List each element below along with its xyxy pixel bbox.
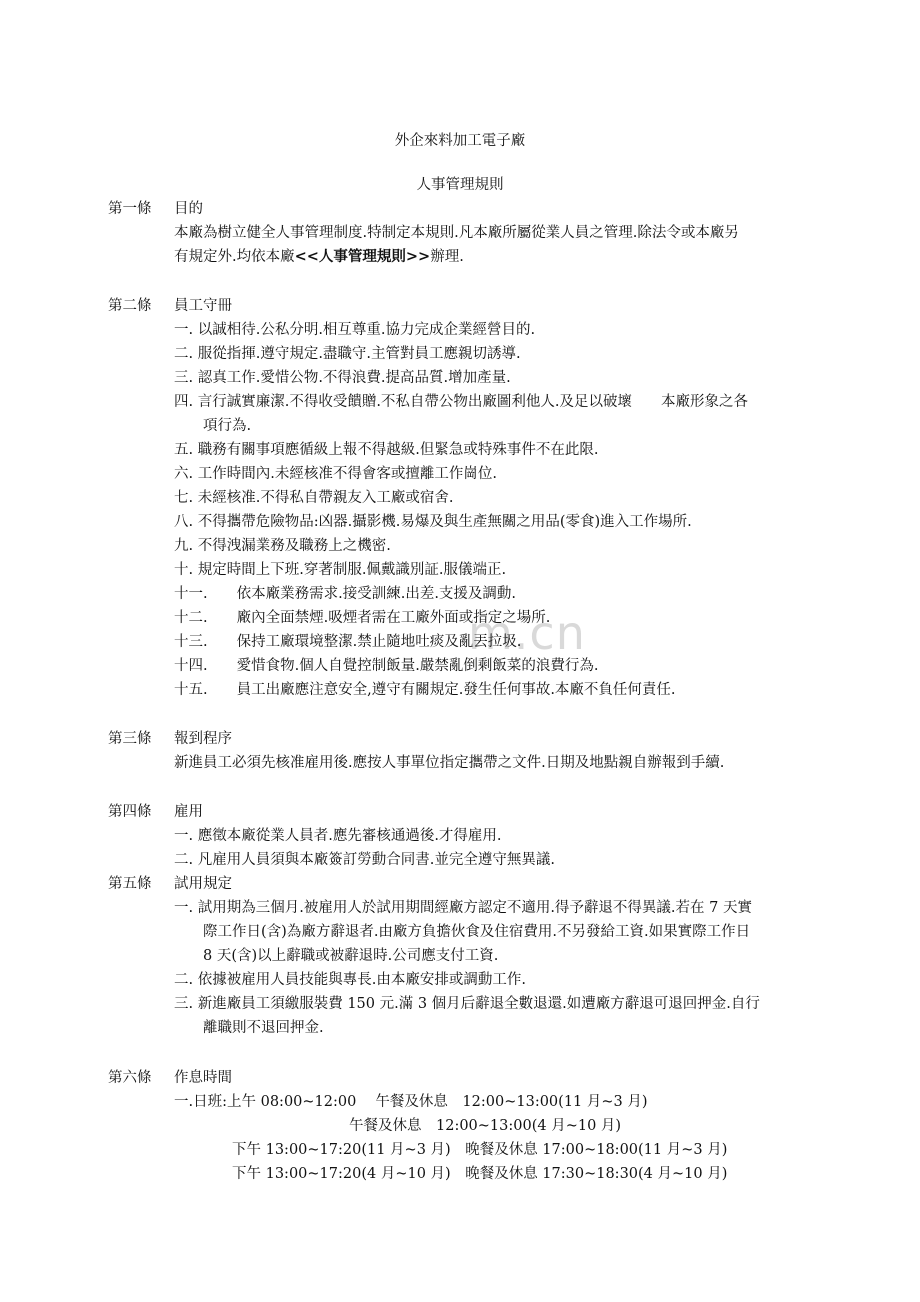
- list-item: 九. 不得洩漏業務及職務上之機密.: [174, 538, 391, 554]
- document-title: 外企來料加工電子廠: [394, 133, 526, 149]
- list-item: 二. 依據被雇用人員技能與專長.由本廠安排或調動工作.: [174, 972, 526, 988]
- list-item-continuation: 8 天(含)以上辭職或被辭退時.公司應支付工資.: [174, 948, 499, 964]
- list-item: 三. 新進廠員工須繳服裝費 150 元.滿 3 個月后辭退全數退還.如遭廠方辭退可退回押金.自行: [174, 996, 760, 1012]
- list-item: 二. 服從指揮.遵守規定.盡職守.主管對員工應親切誘導.: [174, 346, 521, 362]
- document-subtitle: 人事管理規則: [416, 177, 504, 193]
- schedule-line: 午餐及休息 12:00~13:00(4 月~10 月): [349, 1118, 622, 1134]
- list-item: 六. 工作時間內.未經核准不得會客或擅離工作崗位.: [174, 466, 497, 482]
- article-number: 第一條: [108, 201, 152, 217]
- list-item-continuation: 際工作日(含)為廠方辭退者.由廠方負擔伙食及住宿費用.不另發給工資.如果實際工作日: [174, 924, 751, 940]
- rules-name-bold: <<人事管理規則>>: [294, 248, 431, 265]
- text-segment: 有規定外.均依本廠: [174, 249, 295, 265]
- schedule-line: 一.日班:上午 08:00~12:00 午餐及休息 12:00~13:00(11 月~3 月): [174, 1094, 648, 1110]
- article-title: 作息時間: [174, 1070, 232, 1086]
- article-1-text-line-1: 本廠為樹立健全人事管理制度.特制定本規則.凡本廠所屬從業人員之管理.除法令或本廠另: [174, 225, 739, 241]
- list-item: 五. 職務有關事項應循級上報不得越級.但緊急或特殊事件不在此限.: [174, 442, 599, 458]
- article-title: 目的: [174, 201, 203, 217]
- list-item: 四. 言行誠實廉潔.不得收受饋贈.不私自帶公物出廠圖利他人.及足以破壞 本廠形象之各: [174, 394, 749, 410]
- article-title: 雇用: [174, 804, 203, 820]
- schedule-line: 下午 13:00~17:20(11 月~3 月) 晚餐及休息 17:00~18:00(11 月~3 月): [232, 1142, 728, 1158]
- list-item: 二. 凡雇用人員須與本廠簽訂勞動合同書.並完全遵守無異議.: [174, 852, 555, 868]
- list-item: 八. 不得攜帶危險物品:凶器.攝影機.易爆及與生產無關之用品(零食)進入工作場所.: [174, 514, 692, 530]
- article-number: 第三條: [108, 731, 152, 747]
- article-number: 第五條: [108, 876, 152, 892]
- article-5-heading: [108, 874, 232, 894]
- list-item: 一. 以誠相待.公私分明.相互尊重.協力完成企業經營目的.: [174, 322, 536, 338]
- list-item: 十四. 愛惜食物.個人自覺控制飯量.嚴禁亂倒剩飯菜的浪費行為.: [174, 658, 599, 674]
- text-segment: 辦理.: [430, 249, 464, 265]
- list-item: 一. 試用期為三個月.被雇用人於試用期間經廠方認定不適用.得予辭退不得異議.若在 7 天實: [174, 900, 752, 916]
- watermark: m.cn: [468, 606, 586, 660]
- list-item-continuation: 項行為.: [174, 418, 252, 434]
- article-2-heading: [108, 296, 232, 316]
- list-item: 七. 未經核准.不得私自帶親友入工廠或宿舍.: [174, 490, 454, 506]
- list-item: 十二. 廠內全面禁煙.吸煙者需在工廠外面或指定之場所.: [174, 610, 551, 626]
- article-number: 第六條: [108, 1070, 152, 1086]
- list-item: 十五. 員工出廠應注意安全,遵守有關規定.發生任何事故.本廠不負任何責任.: [174, 682, 676, 698]
- article-title: 報到程序: [174, 731, 232, 747]
- article-1-text-line-2: [174, 247, 464, 267]
- list-item: 十. 規定時間上下班.穿著制服.佩戴識別証.服儀端正.: [174, 562, 507, 578]
- list-item: 一. 應徵本廠從業人員者.應先審核通過後.才得雇用.: [174, 828, 502, 844]
- article-4-heading: [108, 802, 203, 822]
- article-3-heading: [108, 729, 232, 749]
- list-item: 十一. 依本廠業務需求.接受訓練.出差.支援及調動.: [174, 586, 517, 602]
- list-item: 三. 認真工作.愛惜公物.不得浪費.提高品質.增加產量.: [174, 370, 511, 386]
- list-item-continuation: 離職則不退回押金.: [174, 1020, 324, 1036]
- article-number: 第四條: [108, 804, 152, 820]
- article-number: 第二條: [108, 298, 152, 314]
- article-title: 試用規定: [174, 876, 232, 892]
- article-6-heading: [108, 1068, 232, 1088]
- article-title: 員工守冊: [174, 298, 232, 314]
- schedule-line: 下午 13:00~17:20(4 月~10 月) 晚餐及休息 17:30~18:30(4 月~10 月): [232, 1166, 728, 1182]
- list-item: 十三. 保持工廠環境整潔.禁止隨地吐痰及亂丟拉圾.: [174, 634, 522, 650]
- article-3-text: 新進員工必須先核准雇用後.應按人事單位指定攜帶之文件.日期及地點親自辦報到手續.: [174, 755, 725, 771]
- article-1-heading: [108, 199, 203, 219]
